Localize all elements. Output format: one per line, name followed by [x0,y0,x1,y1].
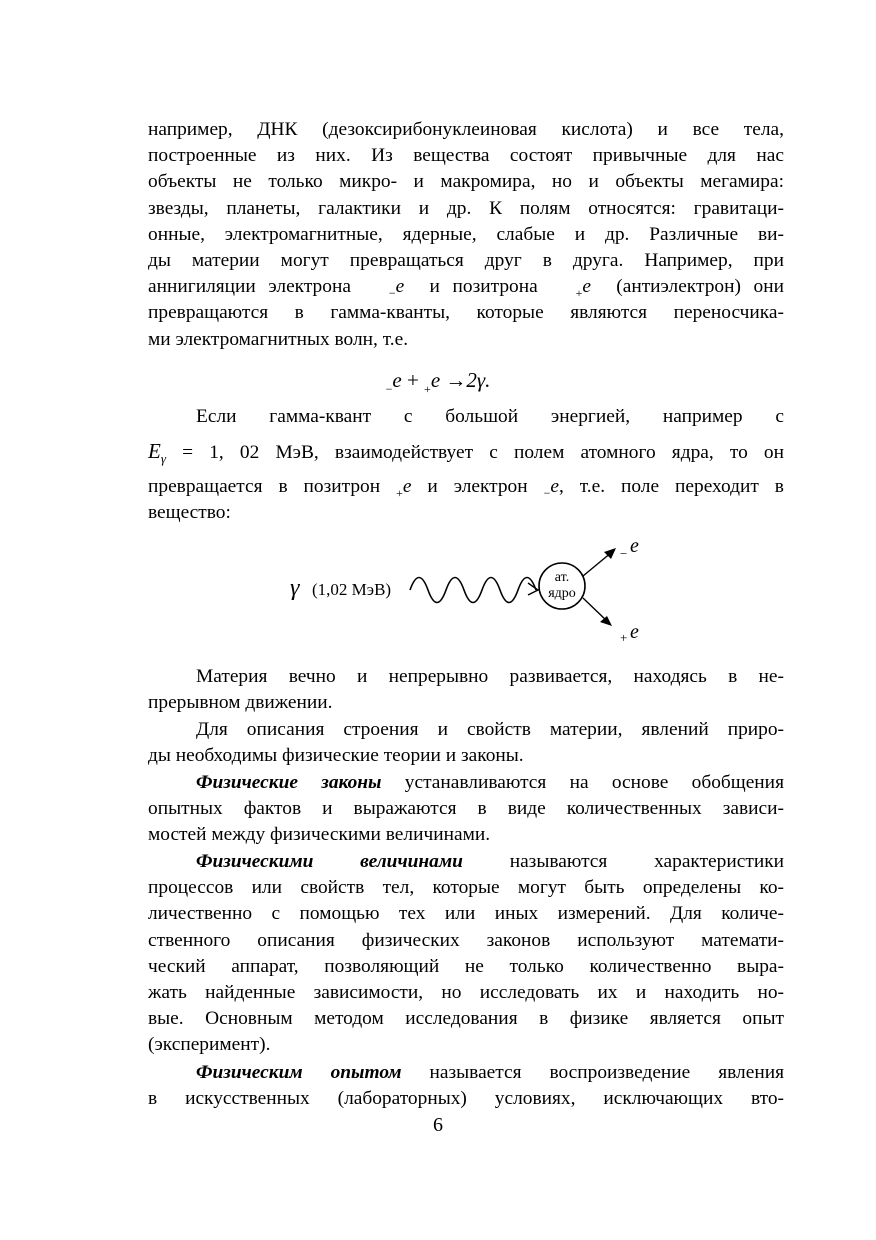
text-line: в искусственных (лабораторных) условиях, исключающих вто- [148,1088,784,1110]
text-fragment: и электрон [427,476,528,497]
paragraph-physical-experiment [148,1060,784,1112]
diagram-positron-sign: + [620,630,628,645]
text-line: превращаются в гамма-кванты, которые являются переносчика- [148,302,784,324]
electron-sign: − [543,486,551,500]
text-line [148,770,784,796]
gamma-wave [410,578,536,603]
text-line: построенные из них. Из вещества состоят привычные для нас [148,145,784,167]
text-line: (эксперимент). [148,1034,271,1056]
text-fragment: и позитрона [429,276,538,298]
text-fragment: называется воспроизведение явления [401,1062,784,1083]
text-line: ды необходимы физические теории и законы. [148,745,524,767]
diagram-electron-sign: − [620,546,628,561]
energy-symbol: E [148,439,161,463]
formula-minus-sign: − [385,382,393,396]
paragraph-theories [148,717,784,769]
text-fragment: превращается в позитрон [148,476,381,497]
text-line [148,849,784,875]
positron-arrowhead [600,616,612,626]
gamma-energy-label: (1,02 МэВ) [312,580,392,599]
text-line: например, ДНК (дезоксирибонуклеиновая кислота) и все тела, [148,119,784,140]
text-fragment: устанавливаются на основе обобщения [381,772,784,793]
electron-symbol: e [550,476,559,497]
text-line: прерывном движении. [148,692,333,714]
text-line: ственного описания физических законов используют математи- [148,929,784,951]
formula-arrow: → [445,368,467,392]
formula-result: 2γ. [466,368,491,392]
text-fragment: МэВ, взаимодействует с полем атомного ядра, то он [275,442,784,463]
formula-plus-sign: + [424,382,431,396]
text-line: вещество: [148,502,231,524]
positron-sign: + [396,486,403,500]
diagram-electron-label: e [630,535,639,557]
text-line [148,1060,784,1086]
formula-plus-op: + [406,368,419,392]
paragraph-physical-laws [148,770,784,849]
text-line: Если гамма-квант с большой энергией, например с [196,406,784,427]
text-line: ды материи могут превращаться друг в друга. Например, при [148,249,784,271]
energy-subscript: γ [160,451,166,466]
nucleus-label-1: ат. [554,570,570,585]
paragraph-pair-production [148,404,784,526]
annihilation-formula [0,368,876,396]
term-physical-laws: Физические законы [196,772,382,793]
positron-sign: + [575,286,583,301]
text-line: Для описания строения и свойств материи, явлений приро- [196,719,784,740]
text-line: жать найденные зависимости, но исследовать их и находить но- [148,981,784,1003]
positron-symbol: e [582,276,591,298]
text-line-conversion [148,474,784,500]
paragraph-physical-quantities [148,849,784,1059]
text-fragment: (антиэлектрон) они [616,276,784,298]
paragraph-matter-development [148,664,784,716]
text-fragment: называются характеристики [462,851,784,872]
text-line: онные, электромагнитные, ядерные, слабые и др. Различные ви- [148,223,784,245]
text-line: Материя вечно и непрерывно развивается, находясь в не- [196,666,784,687]
formula-electron: e [392,368,402,392]
energy-value: = 1, 02 [182,442,260,463]
pair-production-diagram [0,530,876,660]
text-line: объекты не только микро- и макромира, но и объекты мегамира: [148,171,784,193]
text-line-energy [148,438,784,474]
text-fragment: аннигиляции электрона [148,276,351,298]
term-physical-experiment: Физическим опытом [196,1062,402,1083]
electron-symbol: e [395,276,405,298]
text-line: вые. Основным методом исследования в физике является опыт [148,1008,784,1030]
text-fragment: , т.е. поле переходит в [558,476,784,497]
wave-arrowhead [528,583,538,595]
text-line: опытных фактов и выражаются в виде количественных зависи- [148,798,784,820]
text-line: процессов или свойств тел, которые могут быть определены ко- [148,877,784,899]
gamma-symbol: γ [290,575,300,601]
text-line: личественно с помощью тех или иных измерений. Для количе- [148,903,784,925]
positron-symbol: e [402,476,412,497]
text-line: ческий аппарат, позволяющий не только количественно выра- [148,955,784,977]
page-number: 6 [433,1114,443,1136]
formula-positron: e [430,368,441,392]
electron-sign: − [388,286,396,301]
text-line: звезды, планеты, галактики и др. К полям относятся: гравитаци- [148,197,784,219]
diagram-positron-label: e [630,621,639,643]
paragraph-matter-forms [148,117,784,353]
nucleus-label-2: ядро [548,586,576,601]
text-line: мостей между физическими величинами. [148,824,491,846]
term-physical-quantities: Физическими величинами [196,851,463,872]
text-line: ми электромагнитных волн, т.е. [148,328,409,350]
text-line-annihilation [148,274,784,300]
